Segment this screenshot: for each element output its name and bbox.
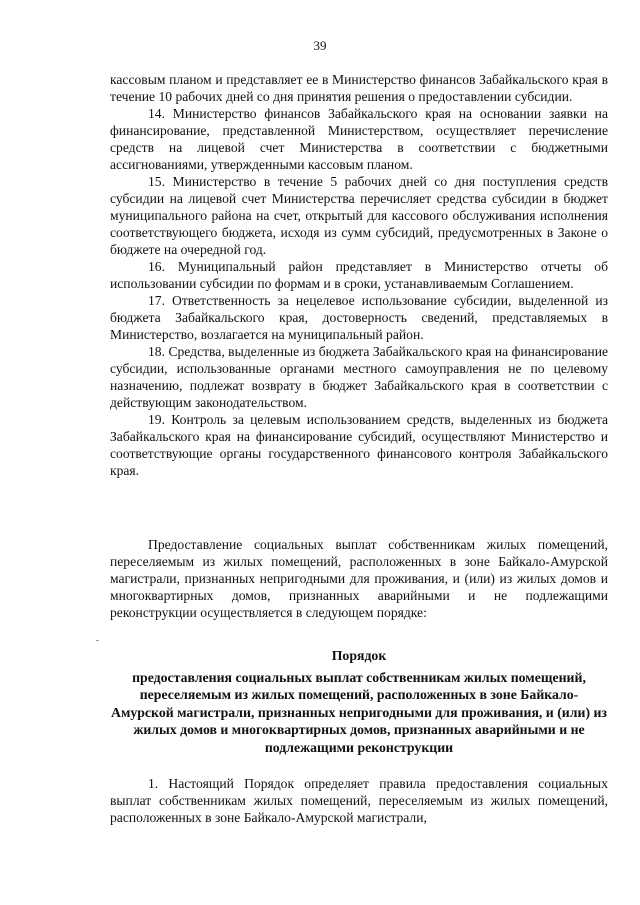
paragraph-17: 17. Ответственность за нецелевое использование субсидии, выделенной из бюджета Забайкальского края, достоверность сведений, представляемых в Министерство, возлагается на муниципальный район. [110,293,608,342]
page-number: 39 [313,38,327,53]
paragraph-16: 16. Муниципальный район представляет в Министерство отчеты об использовании субсидии по формам и в сроки, устанавливаемым Соглашением. [110,259,608,291]
paragraph-19: 19. Контроль за целевым использованием средств, выделенных из бюджета Забайкальского края на финансирование субсидий, осуществляют Министерство и соответствующие органы государственного финансового контроля Забайкальского края. [110,412,608,478]
paragraph-18: 18. Средства, выделенные из бюджета Забайкальского края на финансирование субсидии, использованные органами местного самоуправления не по целевому назначению, подлежат возврату в бюджет Забайкальского края в соответствии с действующим законодательством. [110,344,608,410]
top-paragraphs [110,71,608,479]
paragraph-15: 15. Министерство в течение 5 рабочих дней со дня поступления средств субсидии на лицевой счет Министерства перечисляет средства субсидии в бюджет муниципального района на счет, открытый для кассового обслуживания исполнения соответствующего бюджета, исходя из сумм субсидий, предусмотренных в Законе о бюджете на очередной год. [110,174,608,257]
intro-section [110,536,608,621]
heading-title: Порядок [331,648,387,663]
final-section [110,775,608,826]
paragraph-1: 1. Настоящий Порядок определяет правила предоставления социальных выплат собственникам жилых помещений, переселяемым из жилых помещений, расположенных в зоне Байкало-Амурской магистрали, [110,776,608,825]
order-heading [110,647,608,756]
intro-paragraph: Предоставление социальных выплат собственникам жилых помещений, переселяемым из жилых помещений, расположенных в зоне Байкало-Амурской магистрали, признанных непригодными для проживания, и (или) из жилых домов и многоквартирных домов, признанных аварийными и не подлежащими реконструкции осуществляется в следующем порядке: [110,537,608,620]
paragraph-continuation: кассовым планом и представляет ее в Министерство финансов Забайкальского края в течение 10 рабочих дней со дня принятия решения о предоставлении субсидии. [110,72,608,104]
heading-body: предоставления социальных выплат собственникам жилых помещений, переселяемым из жилых помещений, расположенных в зоне Байкало-Амурской магистрали, признанных непригодными для проживания, и (или) из жилых домов и многоквартирных домов, признанных аварийными и не подлежащими реконструкции [111,669,607,755]
paragraph-14: 14. Министерство финансов Забайкальского края на основании заявки на финансирование, представленной Министерством, осуществляет перечисление средств на лицевой счет Министерства в соответствии с бюджетными ассигнованиями, утвержденными кассовым планом. [110,106,608,172]
margin-mark [96,640,99,641]
